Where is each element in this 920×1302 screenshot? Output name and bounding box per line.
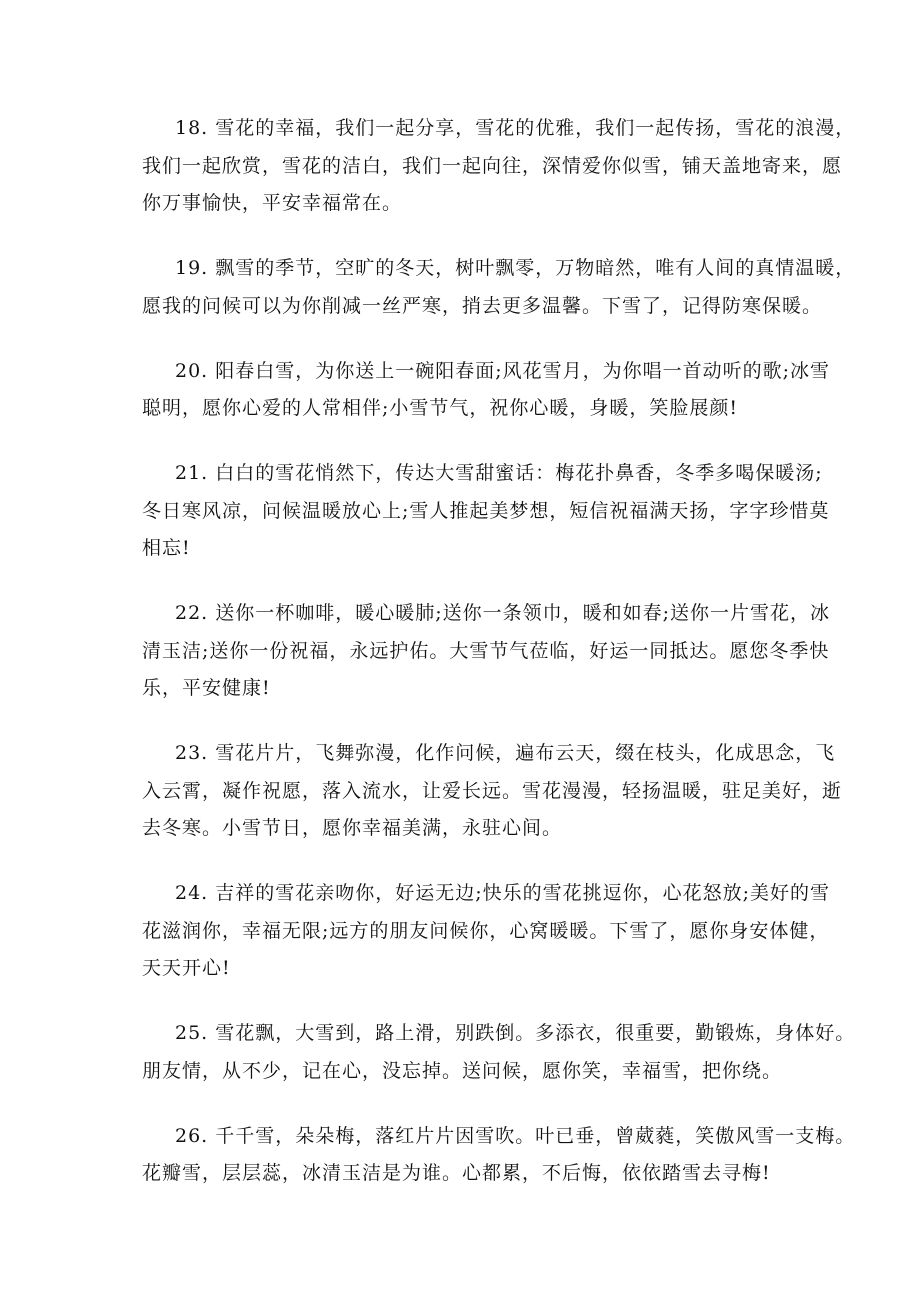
paragraph-line: 入云霄，凝作祝愿，落入流水，让爱长远。雪花漫漫，轻扬温暖，驻足美好，逝 bbox=[142, 779, 843, 802]
paragraph-line: 26. 千千雪，朵朵梅，落红片片因雪吹。叶已垂，曾葳蕤，笑傲风雪一支梅。 bbox=[175, 1124, 856, 1147]
paragraph bbox=[142, 1018, 856, 1093]
paragraph bbox=[142, 878, 831, 991]
paragraph bbox=[142, 1121, 856, 1196]
paragraph-line: 冬日寒风凉，问候温暖放心上;雪人推起美梦想，短信祝福满天扬，字字珍惜莫 bbox=[142, 499, 830, 522]
paragraph-line: 25. 雪花飘，大雪到，路上滑，别跌倒。多添衣，很重要，勤锻炼，身体好。 bbox=[175, 1022, 856, 1044]
paragraph-line: 你万事愉快，平安幸福常在。 bbox=[142, 192, 403, 214]
paragraph bbox=[142, 253, 856, 328]
paragraph-line: 22. 送你一杯咖啡，暖心暖肺;送你一条领巾，暖和如春;送你一片雪花，冰 bbox=[175, 602, 831, 624]
paragraph-line: 18. 雪花的幸福，我们一起分享，雪花的优雅，我们一起传扬，雪花的浪漫， bbox=[175, 117, 856, 139]
paragraph-line: 聪明，愿你心爱的人常相伴;小雪节气，祝你心暖，身暖，笑脸展颜! bbox=[142, 397, 739, 419]
paragraph-line: 23. 雪花片片，飞舞弥漫，化作问候，遍布云天，缀在枝头，化成思念，飞 bbox=[175, 742, 836, 764]
paragraph bbox=[142, 598, 831, 711]
paragraph-line: 相忘! bbox=[142, 537, 191, 559]
paragraph-line: 花滋润你，幸福无限;远方的朋友问候你，心窝暖暖。下雪了，愿你身安体健， bbox=[142, 919, 830, 942]
paragraph-line: 天天开心! bbox=[142, 957, 231, 979]
paragraph bbox=[142, 113, 856, 226]
paragraph-line: 去冬寒。小雪节日，愿你幸福美满，永驻心间。 bbox=[142, 817, 563, 839]
paragraph-line: 20. 阳春白雪，为你送上一碗阳春面;风花雪月，为你唱一首动听的歌;冰雪 bbox=[175, 359, 831, 382]
paragraph-line: 花瓣雪，层层蕊，冰清玉洁是为谁。心都累，不后悔，依依踏雪去寻梅! bbox=[142, 1162, 771, 1184]
paragraph-line: 19. 飘雪的季节，空旷的冬天，树叶飘零，万物暗然，唯有人间的真情温暖， bbox=[175, 257, 856, 279]
paragraph-line: 乐，平安健康! bbox=[142, 677, 271, 699]
paragraph-line: 我们一起欣赏，雪花的洁白，我们一起向往，深情爱你似雪，铺天盖地寄来，愿 bbox=[142, 154, 843, 177]
paragraph bbox=[142, 458, 830, 571]
paragraph-line: 朋友情，从不少，记在心，没忘掉。送问候，愿你笑，幸福雪，把你绕。 bbox=[142, 1059, 783, 1082]
paragraph-line: 愿我的问候可以为你削减一丝严寒，捎去更多温馨。下雪了，记得防寒保暖。 bbox=[142, 294, 823, 317]
paragraph-line: 清玉洁;送你一份祝福，永远护佑。大雪节气莅临，好运一同抵达。愿您冬季快 bbox=[142, 639, 830, 662]
paragraph bbox=[142, 356, 831, 431]
paragraph-line: 24. 吉祥的雪花亲吻你，好运无边;快乐的雪花挑逗你，心花怒放;美好的雪 bbox=[175, 882, 831, 904]
document-body bbox=[142, 113, 856, 1223]
paragraph-line: 21. 白白的雪花悄然下，传达大雪甜蜜话：梅花扑鼻香，冬季多喝保暖汤; bbox=[175, 462, 823, 484]
paragraph bbox=[142, 738, 843, 851]
